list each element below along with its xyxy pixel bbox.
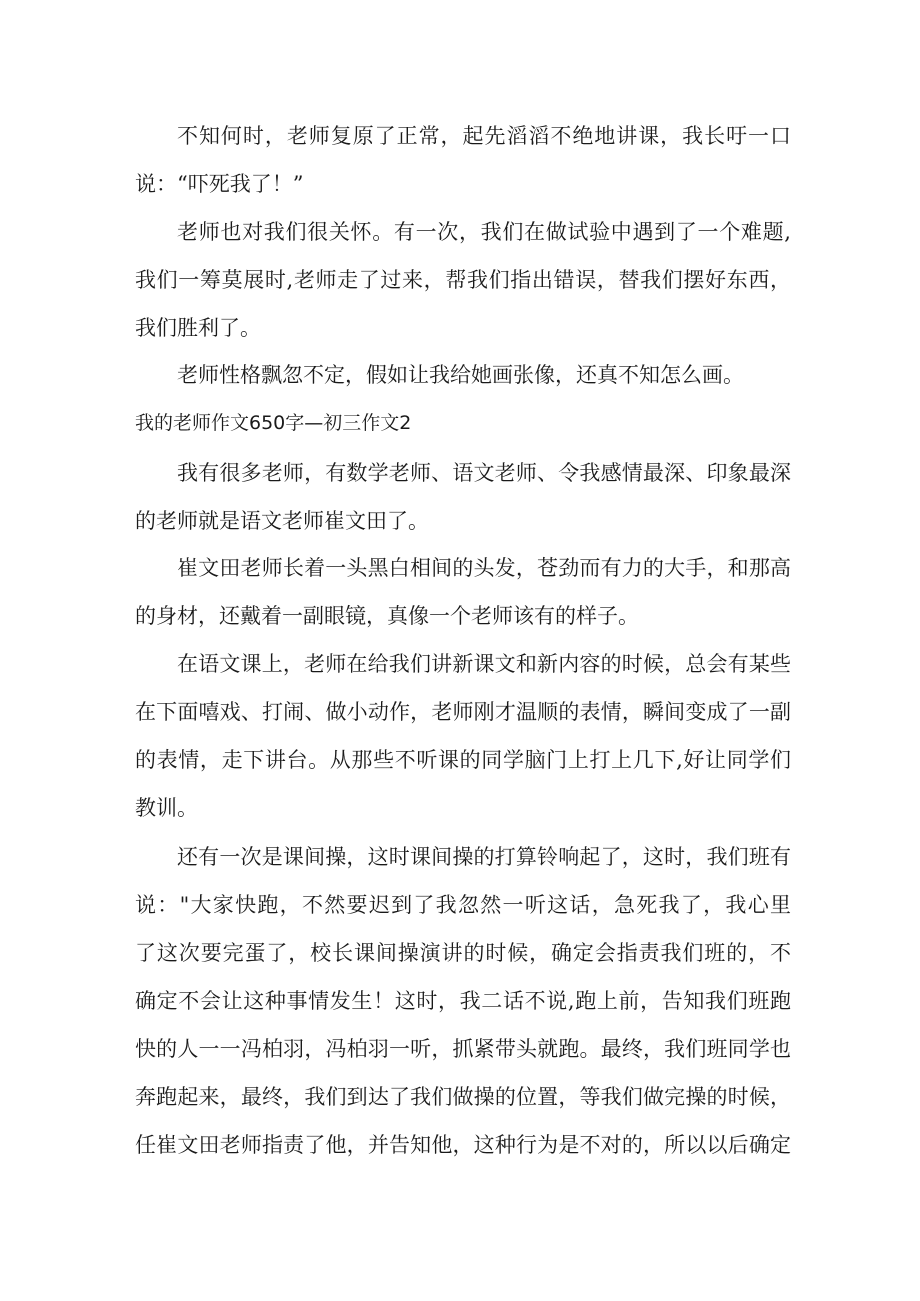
paragraph-line: 崔文田老师长着一头黑白相间的头发，苍劲而有力的大手，和那高 bbox=[177, 556, 791, 580]
section-heading: 我的老师作文650字—初三作文2 bbox=[135, 412, 412, 434]
paragraph-line: 我们一筹莫展时,老师走了过来，帮我们指出错误，替我们摆好东西， bbox=[135, 268, 791, 292]
paragraph-line: 在语文课上，老师在给我们讲新课文和新内容的时候，总会有某些 bbox=[177, 652, 791, 676]
paragraph-line: 我有很多老师，有数学老师、语文老师、令我感情最深、印象最深 bbox=[177, 461, 791, 485]
paragraph-line: 老师性格飘忽不定，假如让我给她画张像，还真不知怎么画。 bbox=[177, 363, 744, 387]
paragraph-line: 说："大家快跑，不然要迟到了我忽然一听这话，急死我了，我心里 bbox=[135, 893, 791, 917]
paragraph-line: 说：“吓死我了！” bbox=[135, 172, 304, 196]
paragraph-line: 还有一次是课间操，这时课间操的打算铃响起了，这时，我们班有 bbox=[177, 845, 791, 869]
paragraph-line: 确定不会让这种事情发生！这时，我二话不说,跑上前，告知我们班跑 bbox=[135, 989, 791, 1013]
paragraph bbox=[135, 112, 791, 208]
paragraph-line: 的老师就是语文老师崔文田了。 bbox=[135, 509, 429, 533]
paragraph bbox=[135, 544, 791, 640]
paragraph-line: 教训。 bbox=[135, 796, 198, 820]
paragraph bbox=[135, 351, 791, 399]
paragraph-line: 了这次要完蛋了，校长课间操演讲的时候，确定会指责我们班的，不 bbox=[135, 941, 791, 965]
paragraph bbox=[135, 833, 791, 1169]
paragraph-line: 的身材，还戴着一副眼镜，真像一个老师该有的样子。 bbox=[135, 604, 639, 628]
paragraph-line: 不知何时，老师复原了正常，起先滔滔不绝地讲课，我长吁一口 bbox=[177, 124, 791, 148]
paragraph-line: 在下面嘻戏、打闹、做小动作，老师刚才温顺的表情，瞬间变成了一副 bbox=[135, 700, 791, 724]
paragraph-line: 快的人一一冯柏羽，冯柏羽一听，抓紧带头就跑。最终，我们班同学也 bbox=[135, 1037, 791, 1061]
paragraph-line: 老师也对我们很关怀。有一次，我们在做试验中遇到了一个难题, bbox=[177, 220, 791, 244]
paragraph bbox=[135, 449, 791, 545]
paragraph bbox=[135, 640, 791, 832]
paragraph-line: 的表情，走下讲台。从那些不听课的同学脑门上打上几下,好让同学们 bbox=[135, 748, 791, 772]
paragraph-line: 我们胜利了。 bbox=[135, 316, 261, 340]
paragraph-line: 奔跑起来，最终，我们到达了我们做操的位置，等我们做完操的时候， bbox=[135, 1085, 791, 1109]
paragraph bbox=[135, 208, 791, 352]
paragraph-line: 任崔文田老师指责了他，并告知他，这种行为是不对的，所以以后确定 bbox=[135, 1133, 791, 1157]
